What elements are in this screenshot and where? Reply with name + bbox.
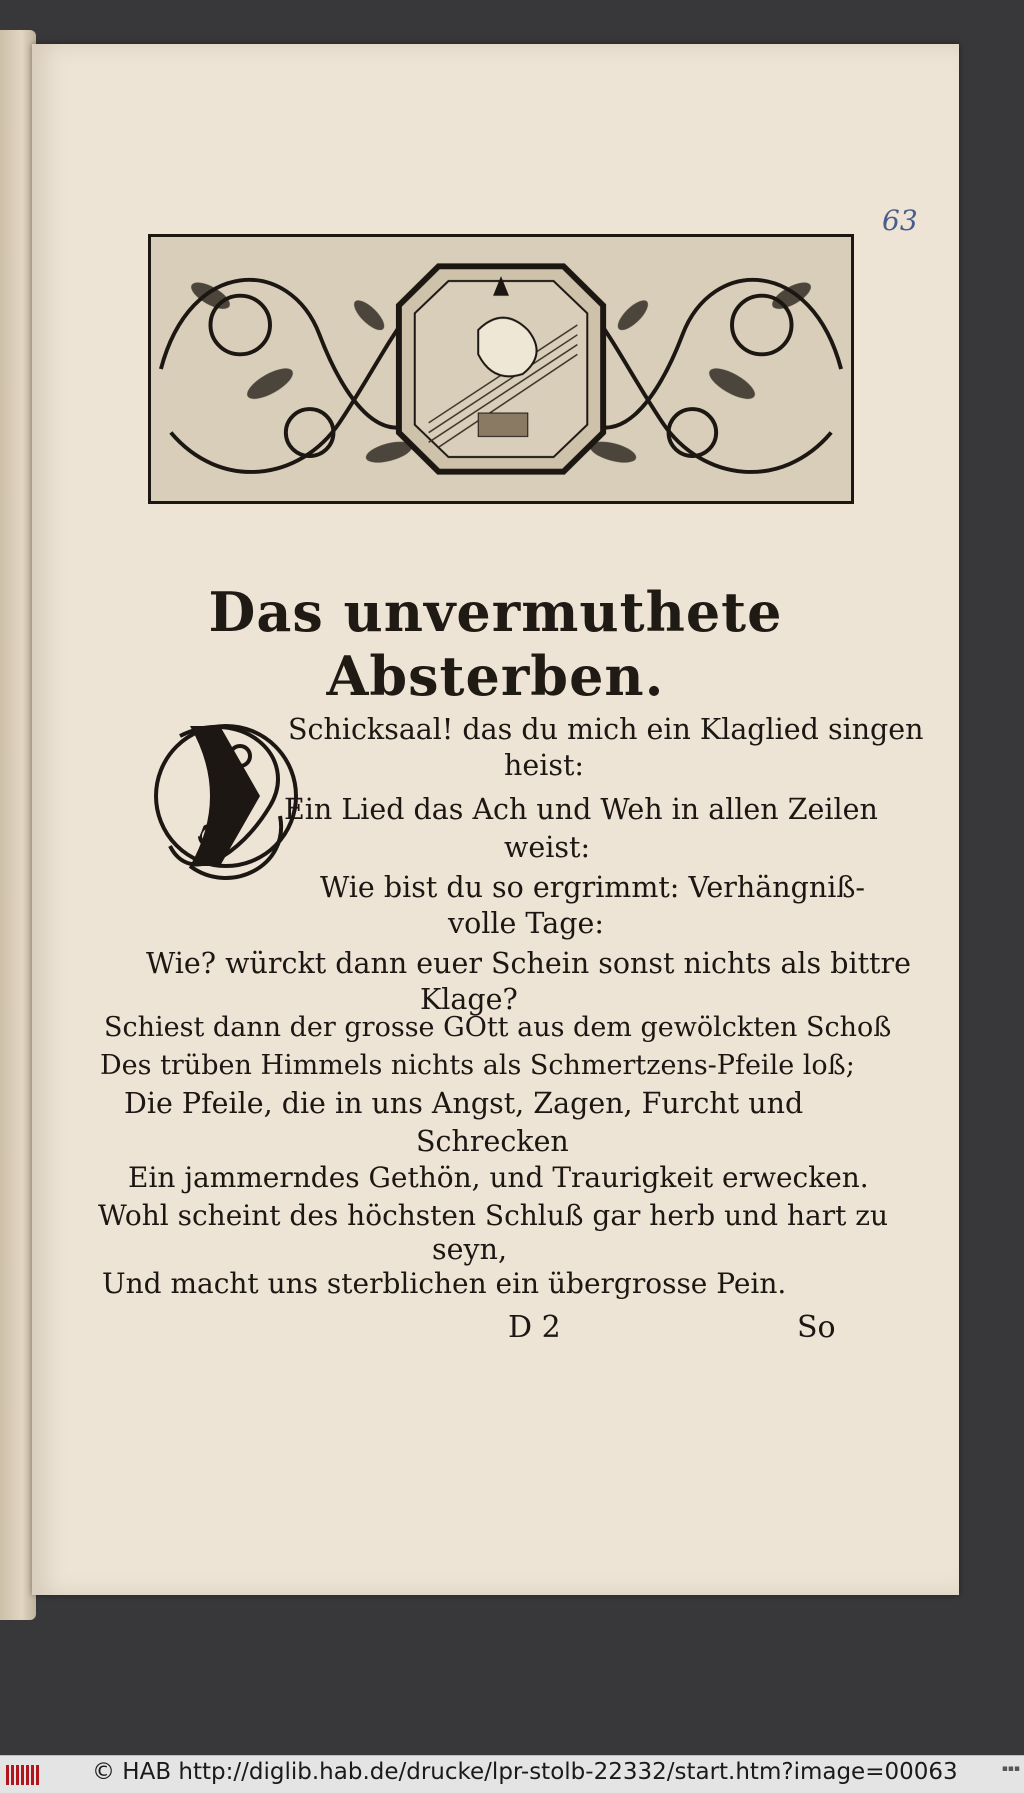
footer-marker: ▪▪▪: [1001, 1764, 1020, 1774]
verse-line: Ein Lied das Ach und Weh in allen Zeilen: [284, 793, 878, 826]
image-url-link[interactable]: © HAB http://diglib.hab.de/drucke/lpr-stolb-22332/start.htm?image=00063: [92, 1759, 958, 1785]
woodcut-headpiece: [148, 234, 854, 504]
verse-line: weist:: [504, 831, 591, 864]
verse-line: heist:: [504, 749, 585, 782]
verse-line: Schicksaal! das du mich ein Klaglied singen: [288, 713, 924, 746]
viewer-footer: [0, 1755, 1024, 1793]
verse-line: Des trüben Himmels nichts als Schmertzens-Pfeile loß;: [100, 1050, 855, 1081]
signature-mark: D 2: [508, 1310, 561, 1345]
verse-line: Klage?: [420, 983, 518, 1016]
previous-page-edge: [0, 30, 36, 1620]
page-title: Das unvermuthete Absterben.: [208, 580, 783, 708]
verse-line: Wie? würckt dann euer Schein sonst nichts als bittre: [146, 947, 911, 980]
verse-line: Die Pfeile, die in uns Angst, Zagen, Furcht und: [124, 1087, 804, 1120]
folio-number: 63: [882, 204, 918, 237]
verse-line: Schiest dann der grosse GOtt aus dem gewölckten Schoß: [104, 1012, 892, 1043]
verse-line: Wohl scheint des höchsten Schluß gar herb und hart zu: [98, 1199, 889, 1232]
catchword: So: [797, 1310, 836, 1345]
verse-line: Ein jammerndes Gethön, und Traurigkeit erwecken.: [128, 1161, 869, 1194]
decorated-initial-letter: [150, 696, 302, 896]
book-page: [32, 44, 959, 1595]
verse-line: Wie bist du so ergrimmt: Verhängniß-: [320, 871, 866, 904]
verse-line: Schrecken: [416, 1125, 569, 1158]
verse-line: Und macht uns sterblichen ein übergrosse Pein.: [102, 1267, 787, 1300]
verse-line: seyn,: [432, 1233, 508, 1266]
hab-logo-icon: [4, 1762, 46, 1788]
verse-line: volle Tage:: [448, 907, 604, 940]
